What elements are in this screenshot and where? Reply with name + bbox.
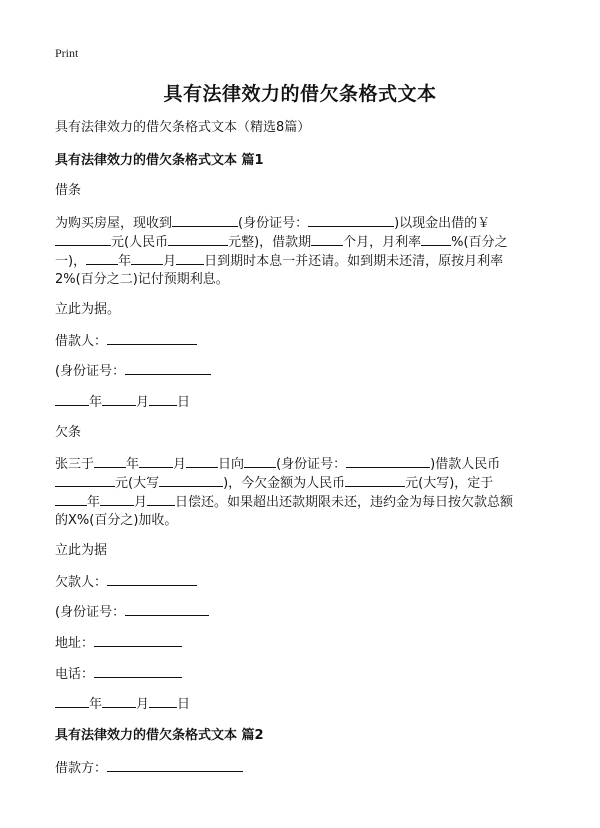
- jietiao-date-row: 年 月 日: [55, 392, 190, 412]
- blank-due-year: [86, 251, 118, 265]
- section-2-heading: 具有法律效力的借欠条格式文本 篇2: [55, 728, 264, 743]
- blank-id-number: [308, 213, 394, 227]
- jietiao-closing: 立此为据。: [55, 302, 121, 317]
- qiantiao-id-row: (身份证号：: [55, 602, 209, 622]
- blank-year: [55, 392, 89, 406]
- blank-year: [55, 492, 87, 506]
- blank-month: [102, 694, 136, 708]
- blank-lender-name: [172, 213, 238, 227]
- blank-owed-amount: [345, 473, 405, 487]
- subtitle: 具有法律效力的借欠条格式文本（精选8篇）: [55, 120, 311, 135]
- qiantiao-phone-row: 电话：: [55, 664, 182, 684]
- blank-day: [186, 454, 218, 468]
- jietiao-id-row: (身份证号：: [55, 361, 211, 381]
- blank-amount: [55, 232, 111, 246]
- page-title: 具有法律效力的借欠条格式文本: [163, 83, 437, 105]
- blank-term: [311, 232, 343, 246]
- blank-day: [149, 392, 177, 406]
- blank-debtor-signature: [107, 572, 197, 586]
- blank-amount-words: [168, 232, 228, 246]
- blank-rate: [421, 232, 451, 246]
- jietiao-paragraph-line-4: 2%(百分之二)记付预期利息。: [55, 272, 229, 287]
- jietiao-borrower-row: 借款人：: [55, 331, 197, 351]
- qiantiao-paragraph-line-3: 年 月 日偿还。如果超出还款期限未还，违约金为每日按欠款总额: [55, 492, 513, 512]
- blank-due-day: [176, 251, 204, 265]
- blank-day: [147, 492, 175, 506]
- blank-borrower-id: [125, 361, 211, 375]
- qiantiao-address-row: 地址：: [55, 633, 182, 653]
- blank-year: [55, 694, 89, 708]
- blank-month: [102, 392, 136, 406]
- blank-month: [139, 454, 173, 468]
- qiantiao-paragraph-line-4: 的X%(百分之)加收。: [55, 513, 178, 528]
- blank-day: [149, 694, 177, 708]
- blank-id-number: [346, 454, 430, 468]
- qiantiao-label: 欠条: [55, 425, 82, 440]
- blank-borrower-name: [107, 758, 243, 772]
- blank-phone: [94, 664, 182, 678]
- section-1-heading: 具有法律效力的借欠条格式文本 篇1: [55, 153, 264, 168]
- qiantiao-paragraph-line-2: 元(大写 )，今欠金额为人民币 元(大写)，定于: [55, 473, 493, 493]
- blank-year: [94, 454, 126, 468]
- blank-borrower-signature: [107, 331, 197, 345]
- qiantiao-debtor-row: 欠款人：: [55, 572, 197, 592]
- blank-amount-words: [159, 473, 223, 487]
- blank-debtor-id: [125, 602, 209, 616]
- blank-address: [94, 633, 182, 647]
- jietiao-label: 借条: [55, 183, 82, 198]
- blank-amount: [55, 473, 115, 487]
- blank-due-month: [131, 251, 163, 265]
- blank-month: [100, 492, 134, 506]
- blank-lender-name: [244, 454, 276, 468]
- jietiao-paragraph-line-3: 一)， 年 月 日到期时本息一并还请。如到期未还清，原按月利率: [55, 251, 503, 271]
- jietiao-paragraph-line-2: 元(人民币 元整)，借款期 个月，月利率 %(百分之: [55, 232, 508, 252]
- qiantiao-date-row: 年 月 日: [55, 694, 190, 714]
- qiantiao-closing: 立此为据: [55, 543, 108, 558]
- jietiao-paragraph-line-1: 为购买房屋，现收到 (身份证号： )以现金出借的￥: [55, 213, 490, 233]
- print-link[interactable]: Print: [55, 46, 79, 60]
- qiantiao-paragraph-line-1: 张三于 年 月 日向 (身份证号： )借款人民币: [55, 454, 500, 474]
- section-2-borrower-row: 借款方：: [55, 758, 243, 778]
